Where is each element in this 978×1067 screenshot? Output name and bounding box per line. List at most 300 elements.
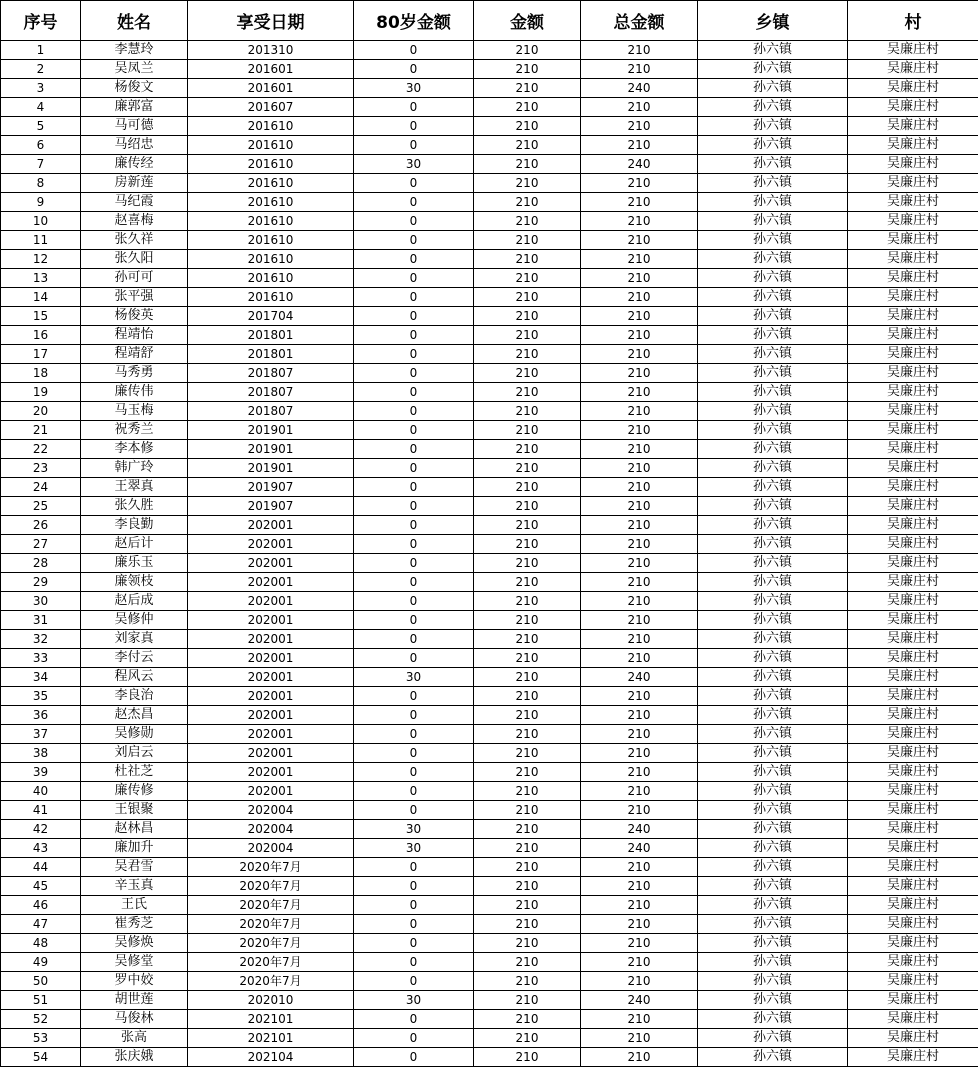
cell-name: 吴修勋	[81, 725, 188, 744]
cell-total: 210	[581, 744, 698, 763]
cell-name: 胡世莲	[81, 991, 188, 1010]
cell-village: 吴廉庄村	[848, 554, 978, 573]
cell-amount: 210	[474, 79, 581, 98]
cell-80-amount: 0	[354, 307, 474, 326]
cell-80-amount: 0	[354, 934, 474, 953]
cell-town: 孙六镇	[698, 41, 848, 60]
cell-name: 孙可可	[81, 269, 188, 288]
cell-village: 吴廉庄村	[848, 535, 978, 554]
cell-amount: 210	[474, 630, 581, 649]
cell-amount: 210	[474, 554, 581, 573]
cell-village: 吴廉庄村	[848, 41, 978, 60]
cell-village: 吴廉庄村	[848, 136, 978, 155]
table-row	[1, 345, 978, 364]
table-row	[1, 193, 978, 212]
cell-village: 吴廉庄村	[848, 383, 978, 402]
cell-80-amount: 0	[354, 516, 474, 535]
cell-village: 吴廉庄村	[848, 60, 978, 79]
cell-80-amount: 30	[354, 991, 474, 1010]
table-row	[1, 1048, 978, 1067]
cell-start-date: 201610	[188, 231, 354, 250]
cell-80-amount: 30	[354, 839, 474, 858]
cell-village: 吴廉庄村	[848, 155, 978, 174]
cell-amount: 210	[474, 193, 581, 212]
table-row	[1, 877, 978, 896]
cell-80-amount: 0	[354, 915, 474, 934]
cell-town: 孙六镇	[698, 554, 848, 573]
cell-80-amount: 0	[354, 117, 474, 136]
cell-town: 孙六镇	[698, 516, 848, 535]
table-row	[1, 991, 978, 1010]
cell-village: 吴廉庄村	[848, 573, 978, 592]
cell-total: 210	[581, 307, 698, 326]
cell-name: 房新莲	[81, 174, 188, 193]
cell-amount: 210	[474, 440, 581, 459]
table-row	[1, 421, 978, 440]
cell-start-date: 202004	[188, 820, 354, 839]
cell-name: 王氏	[81, 896, 188, 915]
cell-village: 吴廉庄村	[848, 250, 978, 269]
cell-name: 刘启云	[81, 744, 188, 763]
cell-name: 廉郭富	[81, 98, 188, 117]
cell-name: 廉传经	[81, 155, 188, 174]
cell-start-date: 202004	[188, 839, 354, 858]
cell-village: 吴廉庄村	[848, 839, 978, 858]
cell-total: 210	[581, 440, 698, 459]
cell-start-date: 202001	[188, 592, 354, 611]
cell-total: 210	[581, 782, 698, 801]
cell-total: 210	[581, 459, 698, 478]
cell-index: 9	[1, 193, 81, 212]
table-row	[1, 231, 978, 250]
cell-80-amount: 0	[354, 250, 474, 269]
cell-village: 吴廉庄村	[848, 782, 978, 801]
cell-town: 孙六镇	[698, 79, 848, 98]
cell-name: 廉加升	[81, 839, 188, 858]
cell-amount: 210	[474, 649, 581, 668]
cell-80-amount: 0	[354, 326, 474, 345]
cell-80-amount: 0	[354, 459, 474, 478]
cell-total: 210	[581, 725, 698, 744]
cell-80-amount: 0	[354, 649, 474, 668]
cell-amount: 210	[474, 573, 581, 592]
cell-amount: 210	[474, 1010, 581, 1029]
cell-total: 210	[581, 649, 698, 668]
cell-name: 吴修仲	[81, 611, 188, 630]
cell-total: 210	[581, 801, 698, 820]
table-row	[1, 117, 978, 136]
cell-town: 孙六镇	[698, 383, 848, 402]
cell-total: 210	[581, 592, 698, 611]
cell-amount: 210	[474, 41, 581, 60]
cell-index: 51	[1, 991, 81, 1010]
cell-80-amount: 0	[354, 269, 474, 288]
cell-total: 210	[581, 1010, 698, 1029]
cell-amount: 210	[474, 231, 581, 250]
cell-start-date: 202001	[188, 782, 354, 801]
cell-village: 吴廉庄村	[848, 497, 978, 516]
table-row	[1, 934, 978, 953]
cell-80-amount: 0	[354, 212, 474, 231]
cell-amount: 210	[474, 934, 581, 953]
cell-village: 吴廉庄村	[848, 1010, 978, 1029]
cell-80-amount: 0	[354, 364, 474, 383]
cell-index: 11	[1, 231, 81, 250]
cell-amount: 210	[474, 516, 581, 535]
cell-index: 1	[1, 41, 81, 60]
cell-amount: 210	[474, 706, 581, 725]
cell-name: 张庆娥	[81, 1048, 188, 1067]
cell-total: 210	[581, 345, 698, 364]
cell-amount: 210	[474, 326, 581, 345]
cell-80-amount: 0	[354, 744, 474, 763]
table-row	[1, 269, 978, 288]
cell-index: 41	[1, 801, 81, 820]
cell-80-amount: 0	[354, 174, 474, 193]
table-row	[1, 820, 978, 839]
cell-town: 孙六镇	[698, 782, 848, 801]
cell-name: 崔秀芝	[81, 915, 188, 934]
cell-town: 孙六镇	[698, 421, 848, 440]
cell-town: 孙六镇	[698, 611, 848, 630]
cell-start-date: 2020年7月	[188, 896, 354, 915]
cell-total: 240	[581, 839, 698, 858]
cell-town: 孙六镇	[698, 687, 848, 706]
cell-total: 240	[581, 668, 698, 687]
cell-village: 吴廉庄村	[848, 212, 978, 231]
cell-total: 210	[581, 858, 698, 877]
cell-index: 50	[1, 972, 81, 991]
table-row	[1, 1029, 978, 1048]
cell-total: 210	[581, 953, 698, 972]
cell-amount: 210	[474, 592, 581, 611]
cell-total: 210	[581, 383, 698, 402]
table-row	[1, 706, 978, 725]
cell-start-date: 202001	[188, 725, 354, 744]
cell-start-date: 201807	[188, 364, 354, 383]
cell-name: 杨俊文	[81, 79, 188, 98]
cell-80-amount: 0	[354, 801, 474, 820]
cell-index: 33	[1, 649, 81, 668]
cell-village: 吴廉庄村	[848, 1048, 978, 1067]
cell-start-date: 201801	[188, 326, 354, 345]
table-row	[1, 668, 978, 687]
table-row	[1, 364, 978, 383]
cell-town: 孙六镇	[698, 231, 848, 250]
cell-index: 47	[1, 915, 81, 934]
cell-town: 孙六镇	[698, 649, 848, 668]
cell-village: 吴廉庄村	[848, 459, 978, 478]
cell-80-amount: 30	[354, 79, 474, 98]
cell-total: 240	[581, 820, 698, 839]
table-row	[1, 60, 978, 79]
cell-name: 马纪霞	[81, 193, 188, 212]
table-row	[1, 155, 978, 174]
cell-start-date: 202001	[188, 649, 354, 668]
cell-name: 李良治	[81, 687, 188, 706]
cell-town: 孙六镇	[698, 136, 848, 155]
cell-village: 吴廉庄村	[848, 364, 978, 383]
cell-start-date: 2020年7月	[188, 953, 354, 972]
cell-index: 6	[1, 136, 81, 155]
table-row	[1, 212, 978, 231]
cell-town: 孙六镇	[698, 820, 848, 839]
cell-town: 孙六镇	[698, 174, 848, 193]
cell-index: 12	[1, 250, 81, 269]
table-row	[1, 858, 978, 877]
cell-amount: 210	[474, 98, 581, 117]
cell-start-date: 202001	[188, 573, 354, 592]
header-row	[1, 1, 978, 41]
table-row	[1, 953, 978, 972]
cell-amount: 210	[474, 896, 581, 915]
cell-total: 210	[581, 421, 698, 440]
cell-index: 15	[1, 307, 81, 326]
table-row	[1, 649, 978, 668]
cell-name: 程风云	[81, 668, 188, 687]
cell-total: 210	[581, 877, 698, 896]
header-index: 序号	[1, 1, 81, 41]
cell-total: 240	[581, 155, 698, 174]
cell-total: 210	[581, 174, 698, 193]
cell-village: 吴廉庄村	[848, 421, 978, 440]
cell-town: 孙六镇	[698, 60, 848, 79]
cell-total: 210	[581, 136, 698, 155]
header-town: 乡镇	[698, 1, 848, 41]
cell-80-amount: 0	[354, 136, 474, 155]
cell-village: 吴廉庄村	[848, 877, 978, 896]
cell-index: 46	[1, 896, 81, 915]
cell-village: 吴廉庄村	[848, 98, 978, 117]
table-row	[1, 79, 978, 98]
cell-town: 孙六镇	[698, 1029, 848, 1048]
cell-start-date: 202001	[188, 630, 354, 649]
cell-80-amount: 0	[354, 41, 474, 60]
cell-amount: 210	[474, 288, 581, 307]
cell-80-amount: 0	[354, 1010, 474, 1029]
cell-amount: 210	[474, 421, 581, 440]
cell-name: 韩广玲	[81, 459, 188, 478]
cell-80-amount: 0	[354, 858, 474, 877]
cell-name: 赵林昌	[81, 820, 188, 839]
cell-index: 49	[1, 953, 81, 972]
cell-index: 30	[1, 592, 81, 611]
cell-80-amount: 0	[354, 193, 474, 212]
cell-index: 29	[1, 573, 81, 592]
cell-name: 廉领枝	[81, 573, 188, 592]
cell-total: 210	[581, 706, 698, 725]
cell-name: 廉乐玉	[81, 554, 188, 573]
cell-town: 孙六镇	[698, 1010, 848, 1029]
cell-name: 吴修堂	[81, 953, 188, 972]
cell-name: 杨俊英	[81, 307, 188, 326]
cell-total: 210	[581, 896, 698, 915]
cell-total: 240	[581, 991, 698, 1010]
table-row	[1, 630, 978, 649]
cell-start-date: 201610	[188, 212, 354, 231]
cell-80-amount: 0	[354, 1048, 474, 1067]
cell-80-amount: 0	[354, 896, 474, 915]
cell-index: 24	[1, 478, 81, 497]
cell-start-date: 202001	[188, 535, 354, 554]
cell-town: 孙六镇	[698, 478, 848, 497]
table-row	[1, 972, 978, 991]
cell-village: 吴廉庄村	[848, 820, 978, 839]
cell-start-date: 201610	[188, 269, 354, 288]
cell-start-date: 201610	[188, 193, 354, 212]
cell-village: 吴廉庄村	[848, 649, 978, 668]
cell-town: 孙六镇	[698, 953, 848, 972]
cell-name: 赵喜梅	[81, 212, 188, 231]
cell-village: 吴廉庄村	[848, 991, 978, 1010]
cell-village: 吴廉庄村	[848, 440, 978, 459]
cell-town: 孙六镇	[698, 459, 848, 478]
cell-name: 程靖舒	[81, 345, 188, 364]
cell-town: 孙六镇	[698, 497, 848, 516]
cell-index: 54	[1, 1048, 81, 1067]
cell-80-amount: 0	[354, 972, 474, 991]
cell-total: 210	[581, 687, 698, 706]
table-row	[1, 592, 978, 611]
cell-start-date: 201901	[188, 421, 354, 440]
cell-total: 210	[581, 288, 698, 307]
cell-index: 7	[1, 155, 81, 174]
cell-amount: 210	[474, 535, 581, 554]
cell-80-amount: 0	[354, 953, 474, 972]
cell-80-amount: 0	[354, 573, 474, 592]
cell-name: 吴修焕	[81, 934, 188, 953]
cell-amount: 210	[474, 763, 581, 782]
cell-town: 孙六镇	[698, 364, 848, 383]
header-80-amount: 80岁金额	[354, 1, 474, 41]
cell-index: 36	[1, 706, 81, 725]
cell-amount: 210	[474, 174, 581, 193]
cell-town: 孙六镇	[698, 972, 848, 991]
table-row	[1, 554, 978, 573]
cell-name: 廉传修	[81, 782, 188, 801]
cell-town: 孙六镇	[698, 915, 848, 934]
cell-total: 210	[581, 212, 698, 231]
cell-index: 26	[1, 516, 81, 535]
cell-village: 吴廉庄村	[848, 288, 978, 307]
cell-index: 48	[1, 934, 81, 953]
cell-village: 吴廉庄村	[848, 307, 978, 326]
cell-80-amount: 0	[354, 421, 474, 440]
cell-start-date: 202004	[188, 801, 354, 820]
cell-village: 吴廉庄村	[848, 1029, 978, 1048]
cell-total: 210	[581, 972, 698, 991]
cell-village: 吴廉庄村	[848, 193, 978, 212]
cell-index: 34	[1, 668, 81, 687]
cell-index: 13	[1, 269, 81, 288]
cell-name: 张久胜	[81, 497, 188, 516]
cell-index: 16	[1, 326, 81, 345]
table-row	[1, 402, 978, 421]
cell-index: 23	[1, 459, 81, 478]
cell-start-date: 201601	[188, 79, 354, 98]
cell-total: 210	[581, 1029, 698, 1048]
cell-total: 210	[581, 535, 698, 554]
cell-amount: 210	[474, 611, 581, 630]
table-row	[1, 1010, 978, 1029]
cell-80-amount: 0	[354, 687, 474, 706]
cell-total: 210	[581, 250, 698, 269]
cell-amount: 210	[474, 953, 581, 972]
cell-index: 45	[1, 877, 81, 896]
cell-total: 210	[581, 497, 698, 516]
cell-index: 20	[1, 402, 81, 421]
table-row	[1, 744, 978, 763]
cell-80-amount: 0	[354, 1029, 474, 1048]
cell-total: 210	[581, 269, 698, 288]
table-row	[1, 782, 978, 801]
cell-town: 孙六镇	[698, 250, 848, 269]
table-row	[1, 478, 978, 497]
cell-name: 吴凤兰	[81, 60, 188, 79]
cell-start-date: 201807	[188, 383, 354, 402]
cell-total: 210	[581, 611, 698, 630]
cell-amount: 210	[474, 1029, 581, 1048]
cell-amount: 210	[474, 60, 581, 79]
cell-town: 孙六镇	[698, 98, 848, 117]
cell-village: 吴廉庄村	[848, 630, 978, 649]
table-row	[1, 326, 978, 345]
cell-start-date: 201704	[188, 307, 354, 326]
cell-village: 吴廉庄村	[848, 611, 978, 630]
table-row	[1, 611, 978, 630]
cell-name: 辛玉真	[81, 877, 188, 896]
cell-village: 吴廉庄村	[848, 915, 978, 934]
cell-start-date: 201907	[188, 497, 354, 516]
cell-amount: 210	[474, 497, 581, 516]
cell-town: 孙六镇	[698, 155, 848, 174]
cell-start-date: 2020年7月	[188, 934, 354, 953]
table-row	[1, 41, 978, 60]
cell-index: 4	[1, 98, 81, 117]
cell-name: 马可德	[81, 117, 188, 136]
cell-80-amount: 0	[354, 231, 474, 250]
cell-index: 5	[1, 117, 81, 136]
cell-amount: 210	[474, 250, 581, 269]
cell-village: 吴廉庄村	[848, 402, 978, 421]
cell-index: 21	[1, 421, 81, 440]
cell-amount: 210	[474, 668, 581, 687]
cell-town: 孙六镇	[698, 193, 848, 212]
cell-index: 2	[1, 60, 81, 79]
table-row	[1, 98, 978, 117]
cell-village: 吴廉庄村	[848, 896, 978, 915]
cell-80-amount: 0	[354, 706, 474, 725]
cell-name: 王翠真	[81, 478, 188, 497]
cell-start-date: 201901	[188, 459, 354, 478]
cell-80-amount: 0	[354, 763, 474, 782]
cell-start-date: 202001	[188, 687, 354, 706]
cell-name: 马绍忠	[81, 136, 188, 155]
cell-name: 马俊林	[81, 1010, 188, 1029]
cell-index: 35	[1, 687, 81, 706]
cell-town: 孙六镇	[698, 744, 848, 763]
cell-start-date: 202104	[188, 1048, 354, 1067]
cell-start-date: 201607	[188, 98, 354, 117]
cell-amount: 210	[474, 269, 581, 288]
cell-amount: 210	[474, 877, 581, 896]
cell-80-amount: 0	[354, 725, 474, 744]
cell-index: 43	[1, 839, 81, 858]
cell-village: 吴廉庄村	[848, 858, 978, 877]
cell-index: 3	[1, 79, 81, 98]
cell-start-date: 2020年7月	[188, 877, 354, 896]
cell-amount: 210	[474, 972, 581, 991]
